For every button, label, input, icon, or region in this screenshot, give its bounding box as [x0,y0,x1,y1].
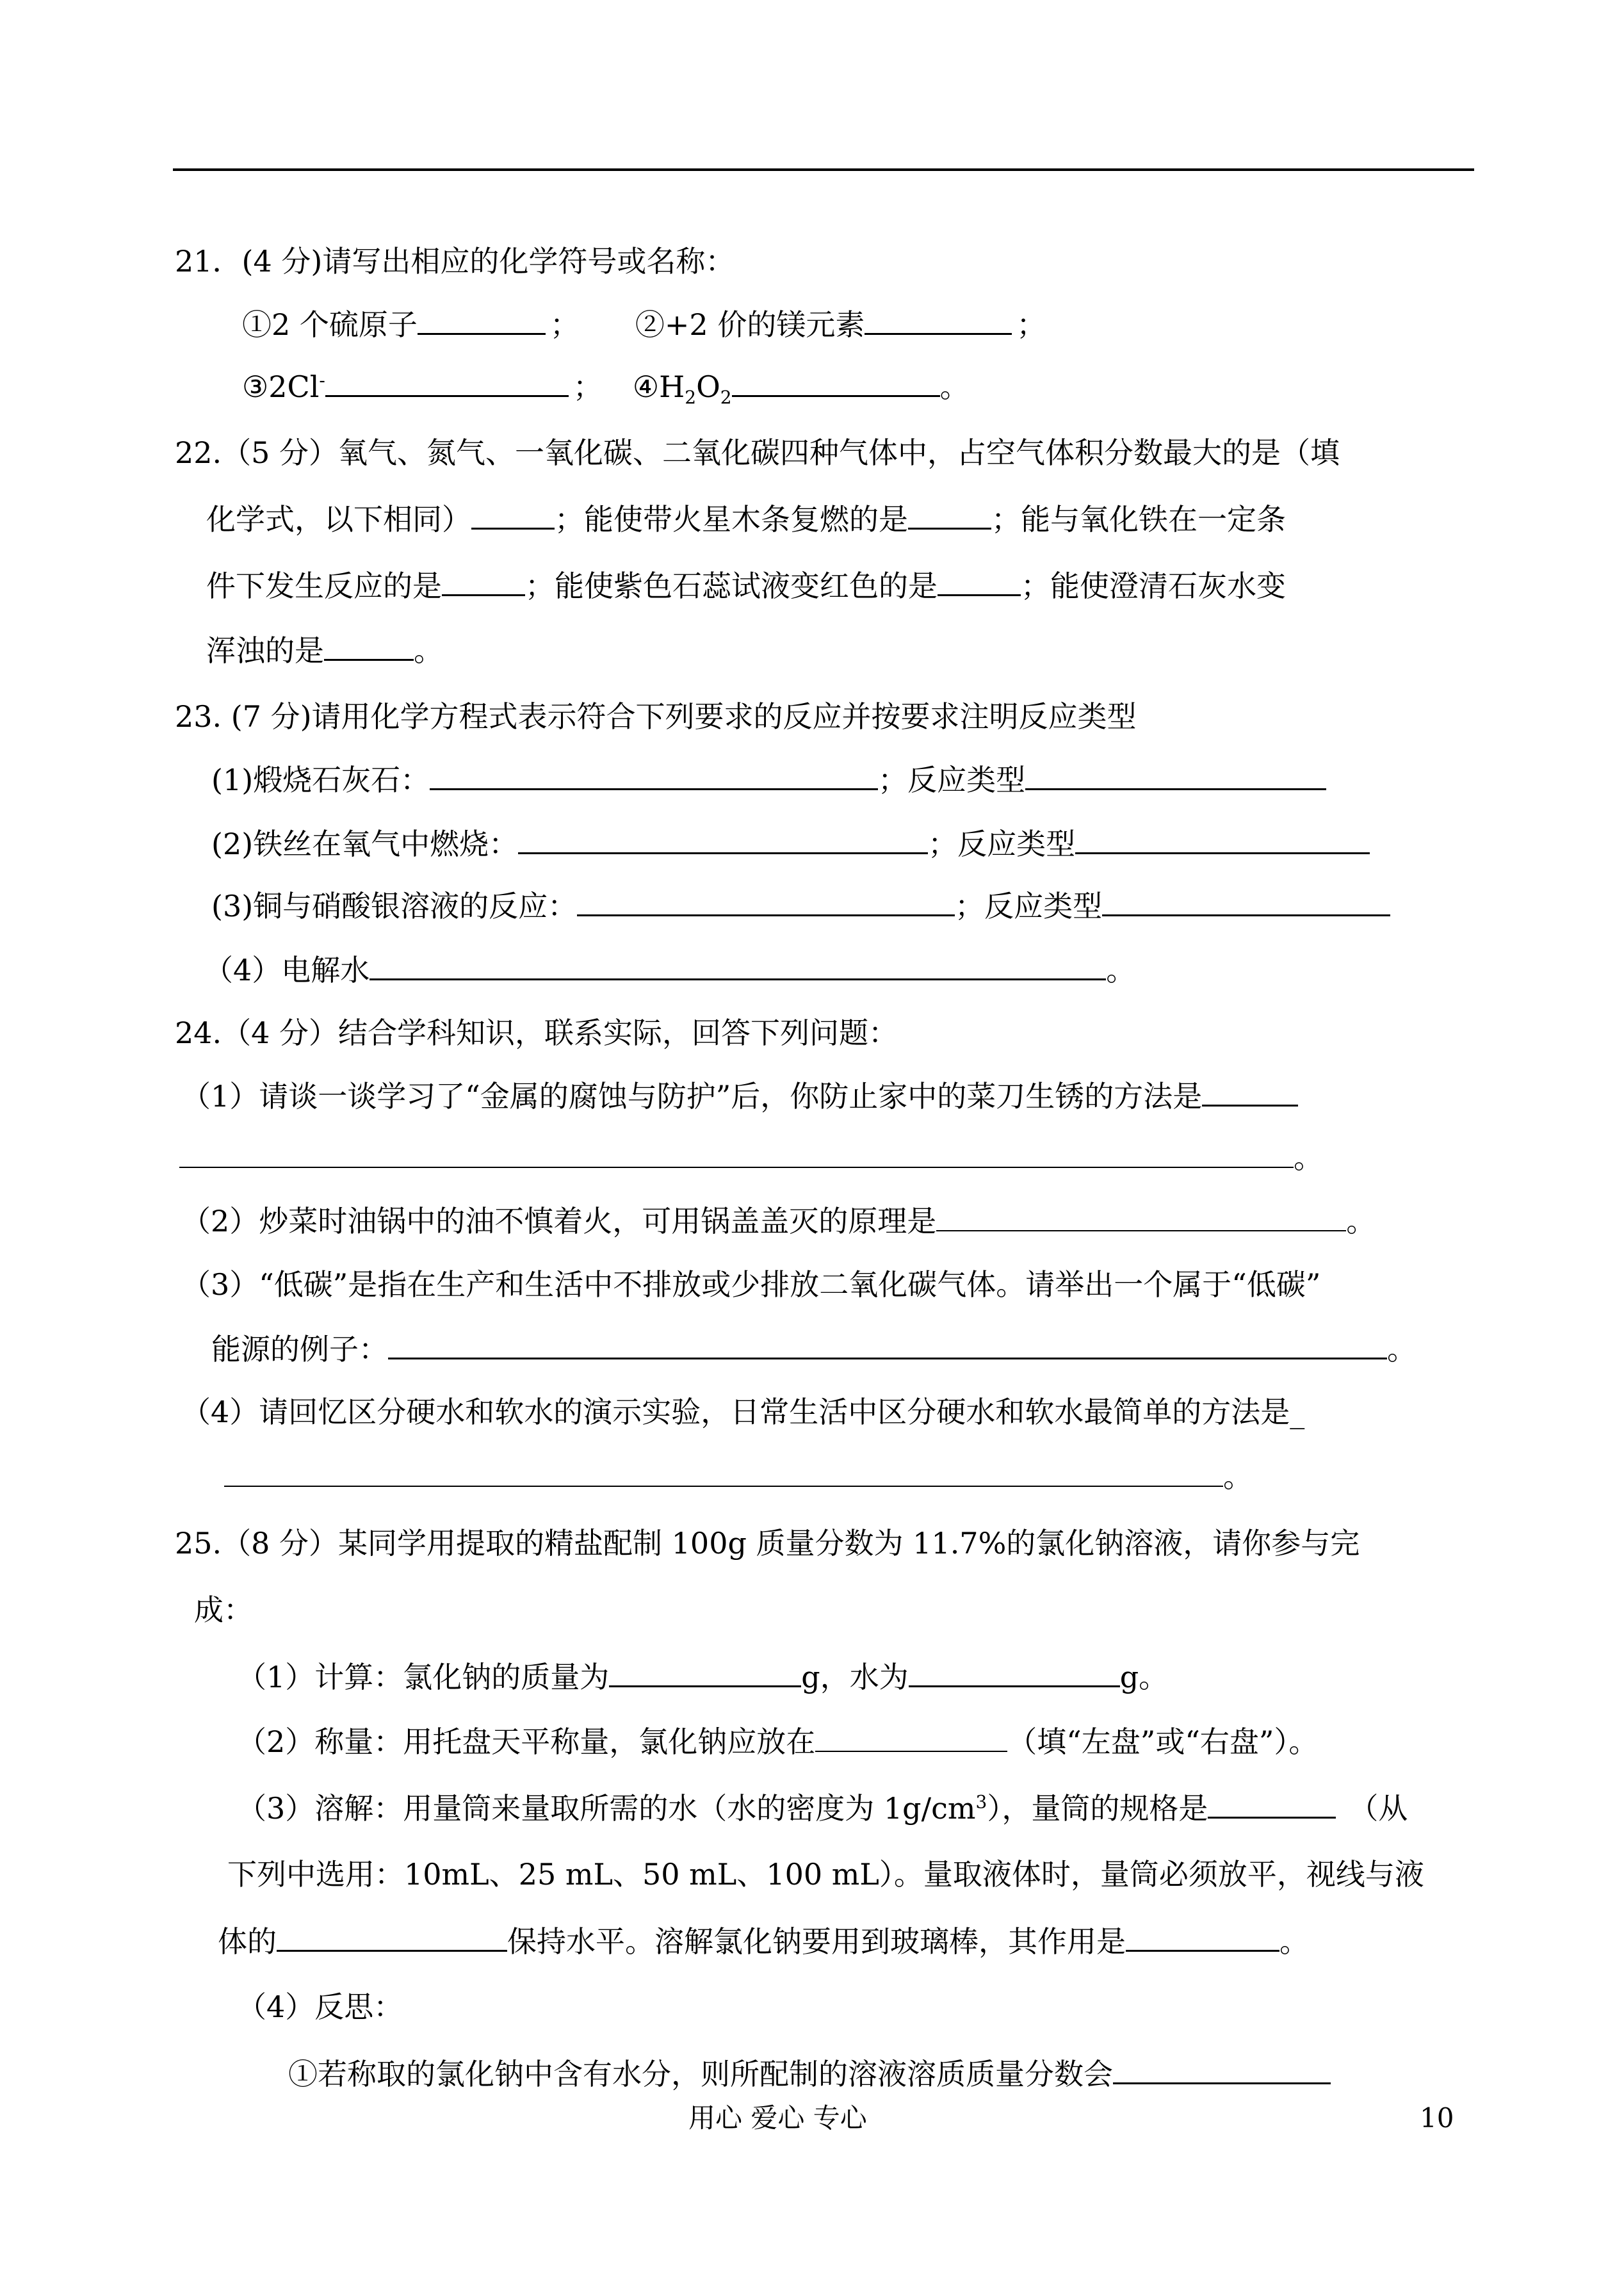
footer-motto: 用心 爱心 专心 [688,2102,867,2134]
q24-item2: （2）炒菜时油锅中的油不慎着火，可用锅盖盖灭的原理是 。 [181,1202,1376,1240]
answer-blank[interactable] [1202,1076,1298,1107]
header-rule [173,168,1474,171]
q22-line2: 化学式，以下相同） ；能使带火星木条复燃的是 ；能与氧化铁在一定条 [206,499,1286,538]
q25-reflect: （4）反思： [237,1990,403,2024]
q21-row2: ③2Cl- ； $④H_2O_2$ 。 [242,367,970,405]
answer-blank[interactable] [224,1457,1223,1487]
q25-dissolve: （3）溶解：用量筒来量取所需的水（水的密度为 $1g/cm^3$），量筒的规格是 （从 [237,1788,1408,1827]
answer-blank[interactable] [369,950,1106,980]
answer-blank[interactable] [179,1139,1294,1168]
answer-blank[interactable] [609,1657,801,1687]
page-number: 10 [1420,2102,1454,2134]
q22-line4: 浑浊的是 。 [206,631,443,669]
answer-blank[interactable] [1126,1922,1279,1952]
answer-blank[interactable] [325,367,569,397]
q23-item2: (2)铁丝在氧气中燃烧： ；反应类型 [211,824,1370,863]
q24-item1: （1）请谈一谈学习了“金属的腐蚀与防护”后，你防止家中的菜刀生锈的方法是 [181,1076,1298,1115]
q25-calc: （1）计算：氯化钠的质量为 g，水为 g。 [237,1657,1168,1696]
q25-line1: 25.（8 分）某同学用提取的精盐配制 100g 质量分数为 11.7%的氯化钠溶液，请你参与完 [175,1526,1360,1561]
answer-blank[interactable] [442,566,525,596]
q21-row1: ①2 个硫原子 ； ②+2 价的镁元素 ； [242,305,1050,343]
answer-blank[interactable] [1025,760,1326,790]
q23-item1: (1)煅烧石灰石： ；反应类型 [211,760,1326,799]
q24-item4: （4）请回忆区分硬水和软水的演示实验，日常生活中区分硬水和软水最简单的方法是_ [181,1395,1305,1429]
q21-title: 21．(4 分)请写出相应的化学符号或名称： [175,244,735,279]
answer-blank[interactable] [732,367,940,397]
answer-blank[interactable] [1208,1788,1336,1819]
answer-blank[interactable] [418,305,546,335]
q22-line1: 22.（5 分）氧气、氮气、一氧化碳、二氧化碳四种气体中，占空气体积分数最大的是（填 [175,435,1340,470]
q25-weigh: （2）称量：用托盘天平称量，氯化钠应放在 （填“左盘”或“右盘”）。 [237,1723,1318,1761]
answer-blank[interactable] [1102,886,1390,916]
answer-blank[interactable] [518,824,928,854]
q24-item3-cont: 能源的例子： 。 [211,1329,1417,1368]
answer-blank[interactable] [936,1202,1346,1231]
q22-line3: 件下发生反应的是 ；能使紫色石蕊试液变红色的是 ；能使澄清石灰水变 [206,566,1286,604]
answer-blank[interactable] [865,305,1012,335]
answer-blank[interactable] [324,631,414,661]
q25-reflect-item1: ①若称取的氯化钠中含有水分，则所配制的溶液溶质质量分数会 [288,2054,1331,2093]
answer-blank[interactable] [577,886,955,916]
answer-blank[interactable] [430,760,878,790]
q25-line2: 成： [194,1593,253,1627]
q23-item4: （4）电解水 。 [204,950,1135,989]
q24-item1-cont: 。 [179,1139,1323,1177]
answer-blank[interactable] [938,566,1021,596]
q24-title: 24.（4 分）结合学科知识，联系实际，回答下列问题： [175,1016,898,1050]
answer-blank[interactable] [908,499,991,530]
answer-blank[interactable] [909,1657,1120,1687]
answer-blank[interactable] [815,1723,1007,1752]
q23-item3: (3)铜与硝酸银溶液的反应： ；反应类型 [211,886,1390,925]
answer-blank[interactable] [1075,824,1370,854]
q24-item3: （3）“低碳”是指在生产和生活中不排放或少排放二氧化碳气体。请举出一个属于“低碳” [181,1267,1321,1302]
answer-blank[interactable] [388,1329,1387,1359]
q25-dissolve-cont2: 体的 保持水平。溶解氯化钠要用到玻璃棒，其作用是 。 [218,1922,1309,1960]
answer-blank[interactable] [471,499,555,530]
q25-dissolve-cont1: 下列中选用：10mL、25 mL、50 mL、100 mL）。量取液体时，量筒必须放平，视线与液 [227,1857,1424,1892]
q24-item4-cont: 。 [224,1457,1253,1496]
q23-title: 23. (7 分)请用化学方程式表示符合下列要求的反应并按要求注明反应类型 [175,699,1137,734]
answer-blank[interactable] [1113,2054,1331,2084]
answer-blank[interactable] [277,1922,507,1952]
